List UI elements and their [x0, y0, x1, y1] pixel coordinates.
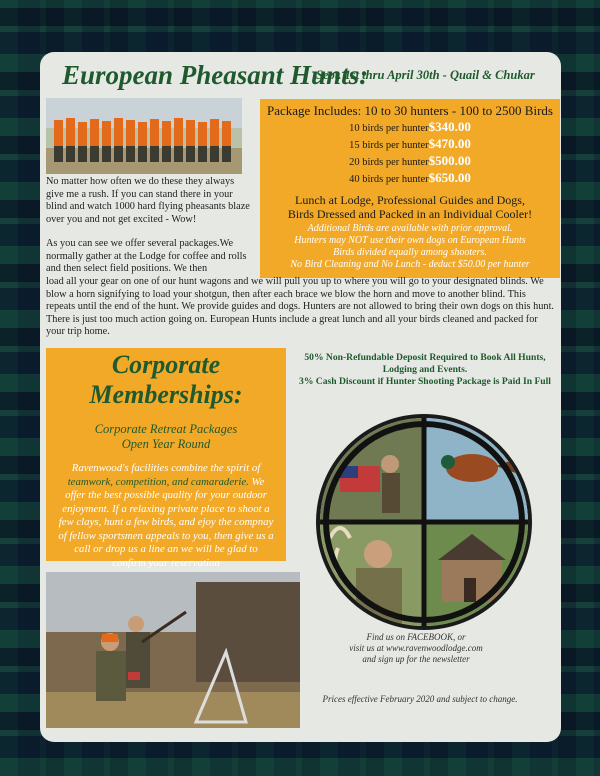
footer-line: and sign up for the newsletter — [362, 654, 470, 664]
page-subtitle: Sept. 1st thru April 30th - Quail & Chukar — [316, 68, 535, 82]
corporate-body-text: Ravenwood's facilities combine the spirit of — [71, 462, 261, 474]
package-row-label: 20 birds per hunter — [349, 157, 429, 168]
hunters-group-photo — [46, 98, 242, 174]
scope-photo-collage — [316, 414, 532, 630]
package-box — [260, 99, 560, 278]
prices-effective-note: Prices effective February 2020 and subject to change. — [322, 694, 518, 704]
package-note: Hunters may NOT use their own dogs on European Hunts — [294, 235, 526, 246]
package-note: Birds divided equally among shooters. — [333, 247, 487, 258]
package-row — [260, 153, 560, 170]
deposit-line: 3% Cash Discount if Hunter Shooting Package is Paid In Full — [299, 376, 551, 387]
package-row — [260, 119, 560, 136]
package-row-price: $470.00 — [428, 136, 471, 151]
package-row-label: 15 birds per hunter — [349, 140, 429, 151]
package-row-label: 40 birds per hunter — [349, 174, 429, 185]
package-row-price: $650.00 — [428, 170, 471, 185]
corporate-body — [46, 462, 286, 570]
package-row-price: $340.00 — [428, 119, 471, 134]
package-row-label: 10 birds per hunter — [349, 123, 429, 134]
package-row-price: $500.00 — [428, 153, 471, 168]
package-lunch-line: Birds Dressed and Packed in an Individual Cooler! — [287, 207, 533, 221]
package-row — [260, 170, 560, 187]
deposit-note — [294, 352, 556, 388]
corporate-box — [46, 348, 286, 569]
intro-paragraph-1: No matter how often we do these they always give me a rush. If you can stand there in your blind and watch 1000 hard flying pheasants blaze over you and not get excited - Wow! — [46, 176, 250, 225]
corporate-body-text: We offer the best possible quality for your outdoor enjoyment. If a relaxing private place to shoot a few clays, hunt a few birds, and ejoy the compnay of fellow sportsmen appeals to you, then give us a call or drop us a line an we will be glad to confirm your reservation — [58, 475, 274, 569]
package-note: No Bird Cleaning and No Lunch - deduct $50.00 per hunter — [290, 259, 530, 270]
package-note: Additional Birds are available with prior approval. — [307, 223, 513, 234]
website-link[interactable]: visit us at www.ravenwoodlodge.com — [349, 643, 483, 653]
corporate-body-highlight: teamwork, competition, and camaraderie. — [67, 475, 249, 488]
package-heading: Package Includes: 10 to 30 hunters - 100 to 2500 Birds — [267, 103, 553, 118]
package-row — [260, 136, 560, 153]
corporate-subtitle: Open Year Round — [121, 437, 211, 451]
corporate-subtitle: Corporate Retreat Packages — [94, 422, 238, 436]
intro-paragraph-3: load all your gear on one of our hunt wagons and we will pull you up to where you will go to your designated blinds. We blow a horn signifying to load your shotgun, then after each brace we blow the horn and move to another blind. This repeats until the end of the hunt. We provide guides and dogs. Hunters are not allowed to bring their own dogs on this hunt. There is just too much action going on. European Hunts include a great lunch and all your birds cleaned and packed for your trip home. — [46, 276, 555, 337]
footer-line: Find us on FACEBOOK, or — [366, 632, 466, 642]
package-lunch-line: Lunch at Lodge, Professional Guides and Dogs, — [295, 193, 525, 207]
deposit-line: 50% Non-Refundable Deposit Required to Book All Hunts, Lodging and Events. — [304, 352, 546, 375]
intro-paragraph-2: As you can see we offer several packages.We normally gather at the Lodge for coffee and rolls and then select field positions. We then — [46, 238, 247, 274]
flyer-panel — [40, 52, 561, 742]
page-title: European Pheasant Hunts: — [62, 60, 369, 90]
shooters-field-photo — [46, 572, 300, 728]
corporate-title: Corporate Memberships: — [89, 350, 243, 409]
contact-footer — [316, 632, 516, 665]
